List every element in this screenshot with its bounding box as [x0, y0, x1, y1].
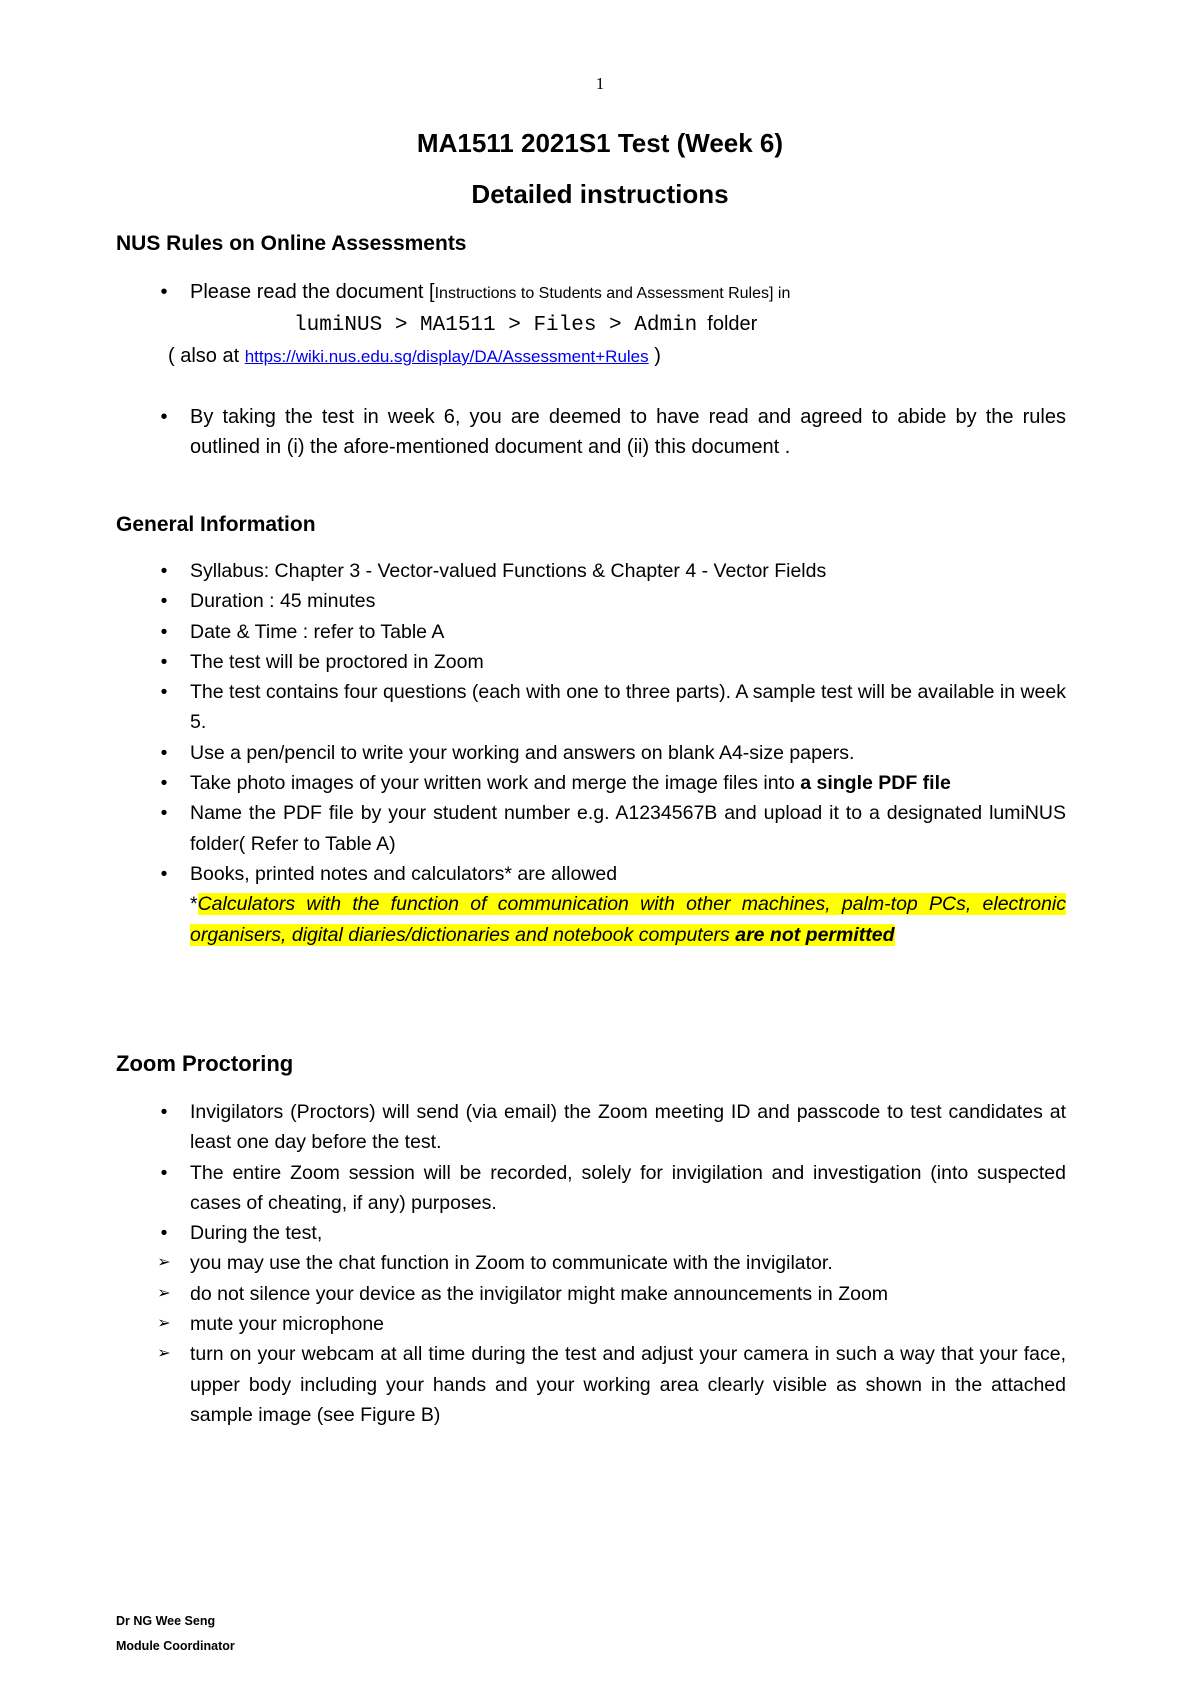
list-item [116, 677, 1066, 738]
list-item [116, 798, 1066, 859]
arrow-icon: ➢ [157, 1315, 171, 1333]
silence-text: do not silence your device as the invigilator might make announcements in Zoom [190, 1282, 889, 1305]
list-item [116, 1097, 1066, 1158]
list-item [116, 1218, 1066, 1248]
document-title: MA1511 2021S1 Test (Week 6) [416, 128, 784, 158]
document-subtitle: Detailed instructions [471, 179, 729, 209]
bullet-icon: • [160, 590, 168, 613]
recorded-text: The entire Zoom session will be recorded, solely for invigilation and investigation (into suspected cases of cheating, if any) purposes. [190, 1161, 1066, 1214]
lumi-path: lumiNUS > MA1511 > Files > Admin [294, 314, 698, 337]
questions-text: The test contains four questions (each with one to three parts). A sample test will be available in week 5. [190, 681, 1066, 734]
name-pdf-text: Name the PDF file by your student number e.g. A1234567B and upload it to a designated lumiNUS folder( Refer to Table A) [190, 802, 1066, 855]
folder-word: folder [707, 313, 758, 335]
section-heading-zoom-proctoring: Zoom Proctoring [116, 1051, 294, 1076]
bullet-icon: • [160, 560, 168, 582]
bullet-icon: • [160, 802, 168, 825]
webcam-text: turn on your webcam at all time during the test and adjust your camera in such a way that your face, upper body including your hands and your working area clearly visible as shown in the attached sample image (see Figure B) [190, 1343, 1066, 1426]
duration-text: Duration : 45 minutes [190, 590, 376, 613]
footer-role: Module Coordinator [116, 1639, 235, 1653]
section-heading-general-information: General Information [116, 513, 316, 536]
footer-name: Dr NG Wee Seng [116, 1614, 216, 1628]
document-name: Instructions to Students and Assessment Rules [434, 285, 770, 302]
syllabus-text: Syllabus: Chapter 3 - Vector-valued Functions & Chapter 4 - Vector Fields [190, 560, 827, 582]
bullet-icon: • [160, 741, 168, 764]
proctored-text: The test will be proctored in Zoom [190, 650, 484, 673]
sub-list-item [116, 1339, 1066, 1430]
arrow-icon: ➢ [157, 1284, 171, 1302]
general-information-list [116, 556, 1066, 950]
not-permitted-text: are not permitted [735, 923, 895, 946]
list-item [116, 647, 1066, 677]
deemed-read-text: By taking the test in week 6, you are deemed to have read and agreed to abide by the rules outlined in (i) the afore-mentioned document and (ii) this document . [190, 406, 1066, 458]
section-heading-nus-rules: NUS Rules on Online Assessments [116, 232, 467, 255]
photo-text: Take photo images of your written work and merge the image files into [190, 772, 801, 795]
bullet-icon: • [160, 650, 168, 673]
date-time-text: Date & Time : refer to Table A [190, 620, 445, 643]
bullet-icon: • [160, 406, 168, 428]
bullet-icon: • [160, 1161, 168, 1184]
nus-rules-bullet-2 [116, 402, 1066, 462]
pen-paper-text: Use a pen/pencil to write your working and answers on blank A4-size papers. [190, 741, 855, 764]
bullet-icon: • [160, 281, 168, 303]
also-at-prefix: ( also at [168, 345, 245, 367]
during-test-text: During the test, [190, 1222, 323, 1245]
list-item [116, 586, 1066, 616]
zoom-proctoring-list [116, 1097, 1066, 1430]
list-item [116, 738, 1066, 768]
bullet-icon: • [160, 1101, 168, 1123]
books-allowed-text: Books, printed notes and calculators* are allowed [190, 862, 618, 885]
nus-rules-bullet-1 [116, 277, 1066, 372]
calculator-note: Calculators with the function of communication with other machines, palm-top PCs, electronic organisers, digital diaries/dictionaries and notebook computers [190, 893, 1066, 946]
arrow-icon: ➢ [157, 1345, 171, 1363]
single-pdf-text: a single PDF file [800, 772, 951, 795]
list-item [116, 1158, 1066, 1219]
sub-list-item [116, 1279, 1066, 1309]
sub-list-item [116, 1248, 1066, 1278]
page-number: 1 [595, 74, 605, 93]
read-document-text: Please read the document [ [190, 281, 435, 303]
assessment-rules-link[interactable]: https://wiki.nus.edu.sg/display/DA/Assessment+Rules [244, 347, 649, 366]
list-item [116, 617, 1066, 647]
invigilators-text: Invigilators (Proctors) will send (via email) the Zoom meeting ID and passcode to test candidates at least one day before the test. [190, 1101, 1066, 1154]
arrow-icon: ➢ [157, 1254, 171, 1272]
bullet-icon: • [160, 772, 168, 795]
list-item [116, 768, 1066, 798]
sub-list-item [116, 1309, 1066, 1339]
bullet-icon: • [160, 620, 168, 643]
mute-text: mute your microphone [190, 1313, 385, 1336]
list-item [116, 556, 1066, 586]
bullet-icon: • [160, 862, 168, 885]
calc-star: * [190, 893, 198, 916]
bullet-icon: • [160, 1222, 168, 1245]
list-item [116, 859, 1066, 950]
chat-text: you may use the chat function in Zoom to communicate with the invigilator. [190, 1252, 833, 1275]
bullet-icon: • [160, 681, 168, 704]
also-at-suffix: ) [648, 345, 661, 367]
read-document-text-end: ] in [769, 285, 791, 302]
